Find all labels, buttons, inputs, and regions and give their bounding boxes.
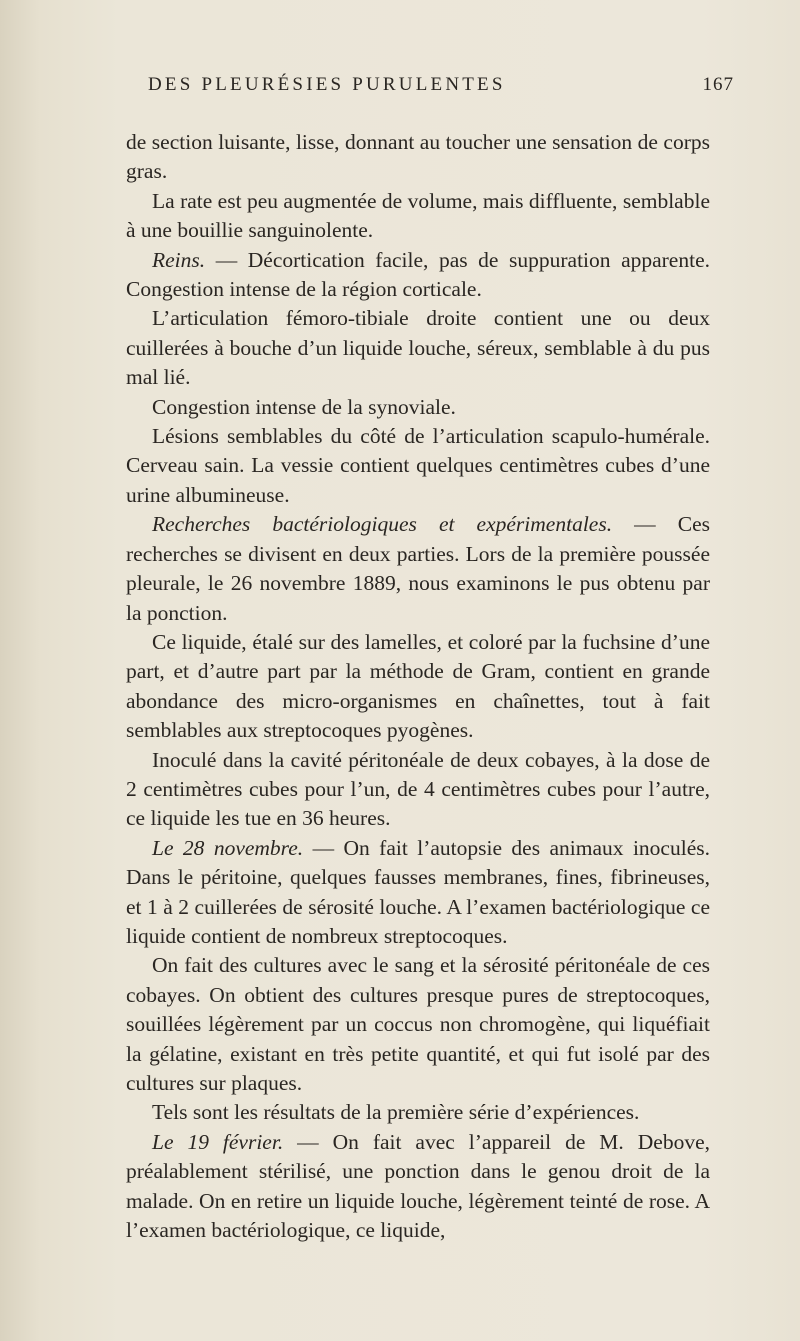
paragraph [126,246,710,305]
paragraph-text: On fait des cultures avec le sang et la sérosité péritonéale de ces cobayes. On obtient des cultures presque pures de streptocoques, souillées légèrement par un coccus non chromogène, qui liquéfiait la gélatine, existant en très petite quantité, et qui fut isolé par des cultures sur plaques. [126,953,710,1095]
paragraph-text: Lésions semblables du côté de l’articulation scapulo-humérale. Cerveau sain. La vessie contient quelques centimètres cubes d’une urine albumineuse. [126,424,710,507]
paragraph [126,1098,710,1127]
running-header [148,74,734,96]
paragraph [126,304,710,392]
paragraph-text: Tels sont les résultats de la première série d’expériences. [152,1100,640,1125]
paragraph-text: de section luisante, lisse, donnant au toucher une sensation de corps gras. [126,130,710,184]
page-body [126,128,710,1245]
paragraph [126,393,710,422]
paragraph [126,510,710,628]
paragraph-text: La rate est peu augmentée de volume, mais diffluente, semblable à une bouillie sanguinolente. [126,188,710,243]
paragraph [126,187,710,246]
paragraph [126,951,710,1098]
paragraph-lead: Le 28 novembre. [152,835,304,860]
paragraph-text: Ce liquide, étalé sur des lamelles, et coloré par la fuchsine d’une part, et d’autre part par la méthode de Gram, contient en grande abondance des micro-organismes en chaînettes, tout à fait semblables aux streptocoques pyogènes. [126,629,710,743]
paragraph [126,834,710,952]
paragraph [126,422,710,510]
paragraph [126,746,710,834]
paragraph-text: — On fait avec l’appareil de M. Debove, préalablement stérilisé, une ponction dans le genou droit de la malade. On en retire un liquide louche, légèrement teinté de rose. A l’examen bactériologique, ce liquide, [126,1129,710,1243]
paragraph-text: L’articulation fémoro-tibiale droite contient une ou deux cuillerées à bouche d’un liquide louche, séreux, semblable à du pus mal lié. [126,306,710,390]
paragraph [126,128,710,187]
paragraph-text: — On fait l’autopsie des animaux inoculés. Dans le péritoine, quelques fausses membranes, fines, fibrineuses, et 1 à 2 cuillerées de sérosité louche. A l’examen bactériologique ce liquide contient de nombreux streptocoques. [126,835,710,948]
paragraph-text: Congestion intense de la synoviale. [152,394,456,419]
paragraph-lead: Le 19 février. [152,1129,284,1154]
paragraph [126,1128,710,1246]
paragraph-text: Inoculé dans la cavité péritonéale de deux cobayes, à la dose de 2 centimètres cubes pour l’un, de 4 centimètres cubes pour l’autre, ce liquide les tue en 36 heures. [126,747,710,831]
paragraph-lead: Recherches bactériologiques et expérimentales. [152,512,613,537]
paragraph [126,628,710,746]
paragraph-text: — Décortication facile, pas de suppuration apparente. Congestion intense de la région corticale. [126,247,710,302]
paragraph-lead: Reins. [152,247,206,272]
paragraph-text: — Ces recherches se divisent en deux parties. Lors de la première poussée pleurale, le 26 novembre 1889, nous examinons le pus obtenu par la ponction. [126,512,710,625]
running-title: DES PLEURÉSIES PURULENTES [148,74,506,95]
page-number: 167 [702,74,734,95]
